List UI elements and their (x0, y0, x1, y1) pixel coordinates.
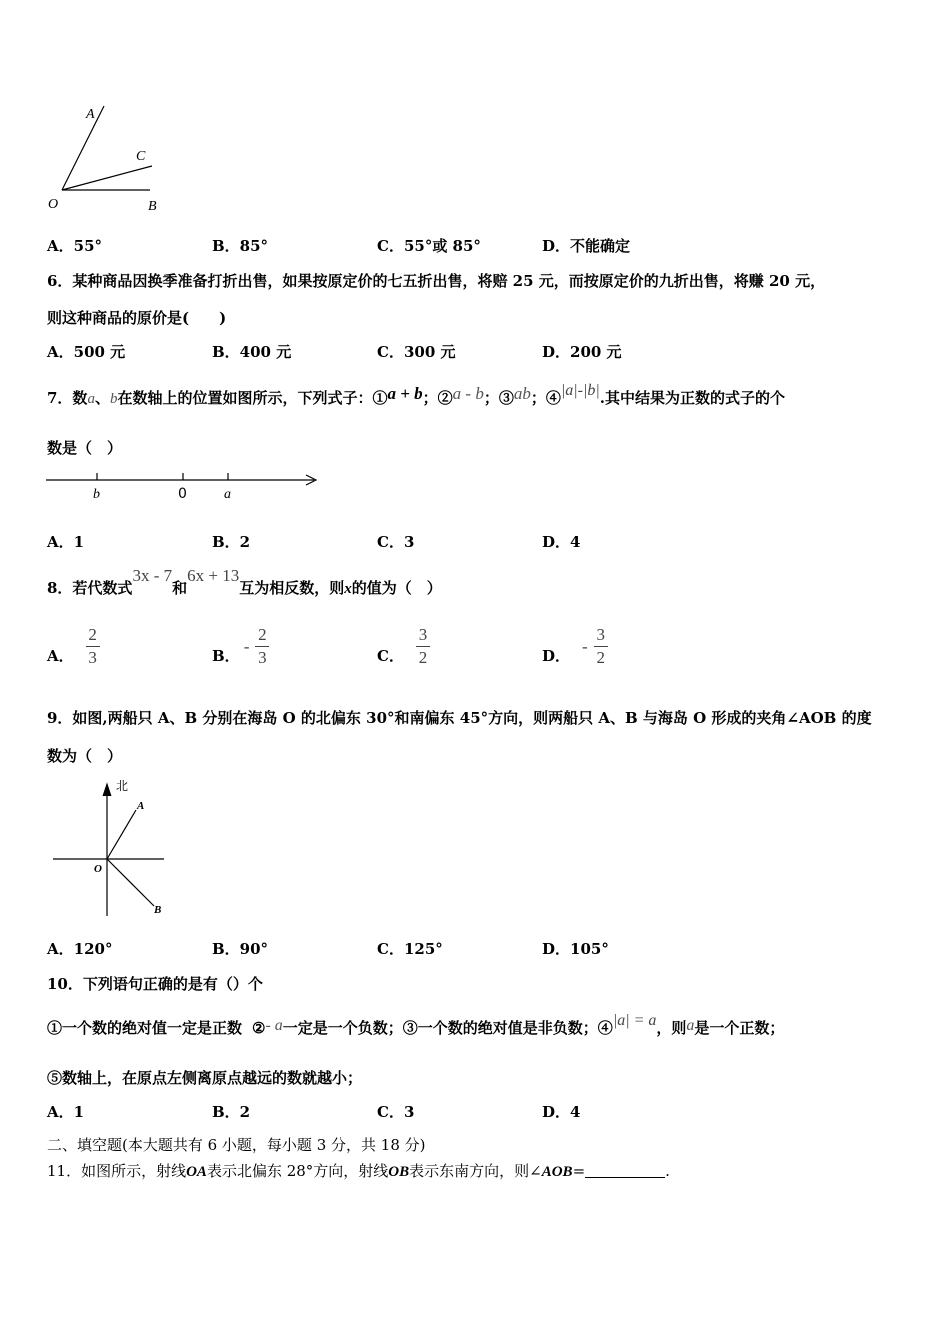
q10-stem-line3: ⑤数轴上，在原点左侧离原点越远的数就越小； (47, 1069, 363, 1087)
q8-option-b-fraction (255, 625, 269, 668)
fraction-bar (594, 646, 608, 647)
q11-equals: = (572, 1162, 586, 1180)
q9-option-d: D．105° (542, 940, 609, 958)
label-b: B (154, 904, 162, 916)
q11-mid1: 表示北偏东 28°方向，射线 (206, 1162, 389, 1180)
q9-stem-line1: 9．如图,两船只 A、B 分别在海岛 O 的北偏东 30°和南偏东 45°方向，则两船只 A、B 与海岛 O 形成的夹角∠AOB 的度 (47, 709, 872, 727)
q7-expr1: a + b (387, 384, 423, 403)
q8-stem (47, 566, 442, 599)
q10-option-b: B．2 (212, 1103, 251, 1121)
q5-option-b: B．85° (212, 237, 269, 255)
q10-statement-4-mid: ，则 (656, 1019, 687, 1037)
q8-b-denominator: 3 (258, 648, 267, 667)
q7-option-c: C．3 (377, 533, 415, 551)
q8-option-d (542, 625, 608, 668)
q8-prefix: 8．若代数式 (47, 579, 133, 597)
q10-statement-4-expr: |a| = a (612, 1012, 657, 1029)
q8-c-denominator: 2 (418, 648, 428, 667)
q7-prefix: 7．数 (47, 389, 88, 407)
q10-statement-1: ①一个数的绝对值一定是正数 (47, 1019, 243, 1037)
q8-d-numerator: 3 (596, 625, 605, 644)
q8-option-d-label: D． (542, 646, 571, 665)
label-c: C (136, 149, 146, 164)
q8-mid: 互为相反数，则 (239, 579, 345, 597)
q8-d-sign: - (582, 636, 588, 656)
q8-d-denominator: 2 (596, 648, 605, 667)
q7-sep4: ；④ (530, 389, 561, 407)
q8-option-c-fraction (416, 625, 430, 668)
section-title-fill-in: 二、填空题(本大题共有 6 小题，每小题 3 分，共 18 分) (47, 1136, 426, 1154)
q10-stem-line2 (47, 1012, 785, 1039)
q11-ray-ob: OB (388, 1164, 410, 1180)
q8-option-a (47, 625, 100, 668)
q8-option-a-label: A． (47, 646, 74, 665)
label-north: 北 (116, 779, 129, 793)
q10-option-c: C．3 (377, 1103, 415, 1121)
q9-option-b: B．90° (212, 940, 269, 958)
label-b: B (148, 199, 157, 214)
q5-option-c: C．55°或 85° (377, 237, 481, 255)
tick-label-0: 0 (178, 486, 187, 502)
q7-stem-line1 (47, 382, 786, 409)
q8-suffix: 的值为（ ） (351, 579, 442, 597)
q8-var-x: x (344, 581, 352, 597)
q7-mid: 在数轴上的位置如图所示，下列式子：① (117, 389, 388, 407)
tick-label-a: a (224, 487, 231, 502)
q8-option-d-fraction (594, 625, 608, 668)
q8-a-numerator: 2 (88, 625, 97, 644)
q7-expr3: ab (513, 384, 531, 403)
fraction-bar (416, 646, 430, 647)
q8-c-numerator: 3 (418, 625, 428, 644)
q8-and: 和 (172, 579, 188, 597)
direction-figure-q9 (50, 774, 180, 920)
q9-stem-line2: 数为（ ） (47, 747, 123, 765)
q7-sep3: ；③ (483, 389, 514, 407)
q10-statement-4-var: a (686, 1017, 695, 1034)
q7-sep2: ；② (422, 389, 453, 407)
tick-label-b: b (93, 487, 100, 502)
ray-oa (62, 106, 104, 190)
q10-stem-line1: 10．下列语句正确的是有（）个 (47, 975, 263, 993)
q6-option-b: B．400 元 (212, 343, 292, 361)
q8-a-denominator: 3 (88, 648, 97, 667)
q8-option-c (377, 625, 430, 668)
q7-sep: 、 (94, 389, 110, 407)
q8-option-a-fraction (86, 625, 100, 668)
q8-b-sign: - (243, 636, 250, 656)
fraction-bar (255, 646, 269, 647)
ray-oc (62, 166, 152, 190)
q11-stem (47, 1161, 670, 1182)
q7-option-a: A．1 (47, 533, 85, 551)
q7-var-a: a (87, 391, 95, 407)
label-o: O (94, 863, 102, 875)
q9-option-c: C．125° (377, 940, 443, 958)
angle-figure-q5 (40, 96, 170, 218)
q10-statement-2-rest: 一定是一个负数；③一个数的绝对值是非负数；④ (282, 1019, 613, 1037)
q11-mid2: 表示东南方向，则∠ (409, 1162, 542, 1180)
q7-suffix: .其中结果为正数的式子的个 (599, 389, 786, 407)
q10-option-d: D．4 (542, 1103, 581, 1121)
q11-answer-blank[interactable] (585, 1162, 665, 1178)
q8-option-b (212, 625, 269, 668)
q6-option-c: C．300 元 (377, 343, 456, 361)
q10-statement-4-end: 是一个正数； (694, 1019, 785, 1037)
q7-stem-line2: 数是（ ） (47, 439, 123, 457)
north-arrow (103, 784, 111, 796)
q6-option-d: D．200 元 (542, 343, 622, 361)
q5-option-d: D．不能确定 (542, 237, 631, 255)
q7-expr2: a - b (452, 384, 484, 403)
q10-option-a: A．1 (47, 1103, 85, 1121)
ray-ob (107, 859, 154, 906)
q11-angle-name: AOB (541, 1164, 573, 1180)
number-line-figure (44, 468, 324, 504)
q7-expr4: |a|-|b| (560, 382, 600, 399)
q6-option-a: A．500 元 (47, 343, 126, 361)
q7-option-b: B．2 (212, 533, 251, 551)
ray-oa (107, 810, 136, 859)
q7-option-d: D．4 (542, 533, 581, 551)
label-a: A (86, 107, 95, 122)
q9-option-a: A．120° (47, 940, 113, 958)
q11-end: . (665, 1162, 670, 1180)
q8-expr2: 6x + 13 (187, 566, 240, 585)
q6-stem-line1: 6．某种商品因换季准备打折出售，如果按原定价的七五折出售，将赔 25 元，而按原定价的九折出售，将赚 20 元， (47, 272, 826, 290)
fraction-bar (86, 646, 100, 647)
q8-option-c-label: C． (377, 646, 404, 665)
q7-var-b: b (109, 391, 118, 407)
q8-b-numerator: 2 (258, 625, 267, 644)
q5-option-a: A．55° (47, 237, 103, 255)
q6-stem-line2: 则这种商品的原价是( ) (47, 309, 227, 327)
label-a: A (137, 800, 145, 812)
q11-ray-oa: OA (186, 1164, 207, 1180)
q8-option-b-label: B． (212, 646, 240, 665)
q11-prefix: 11．如图所示，射线 (47, 1162, 187, 1180)
q10-statement-2-num: ② (252, 1019, 266, 1037)
label-o: O (48, 197, 59, 212)
q10-statement-2-expr: - a (265, 1017, 283, 1034)
q8-expr1: 3x - 7 (132, 566, 173, 585)
